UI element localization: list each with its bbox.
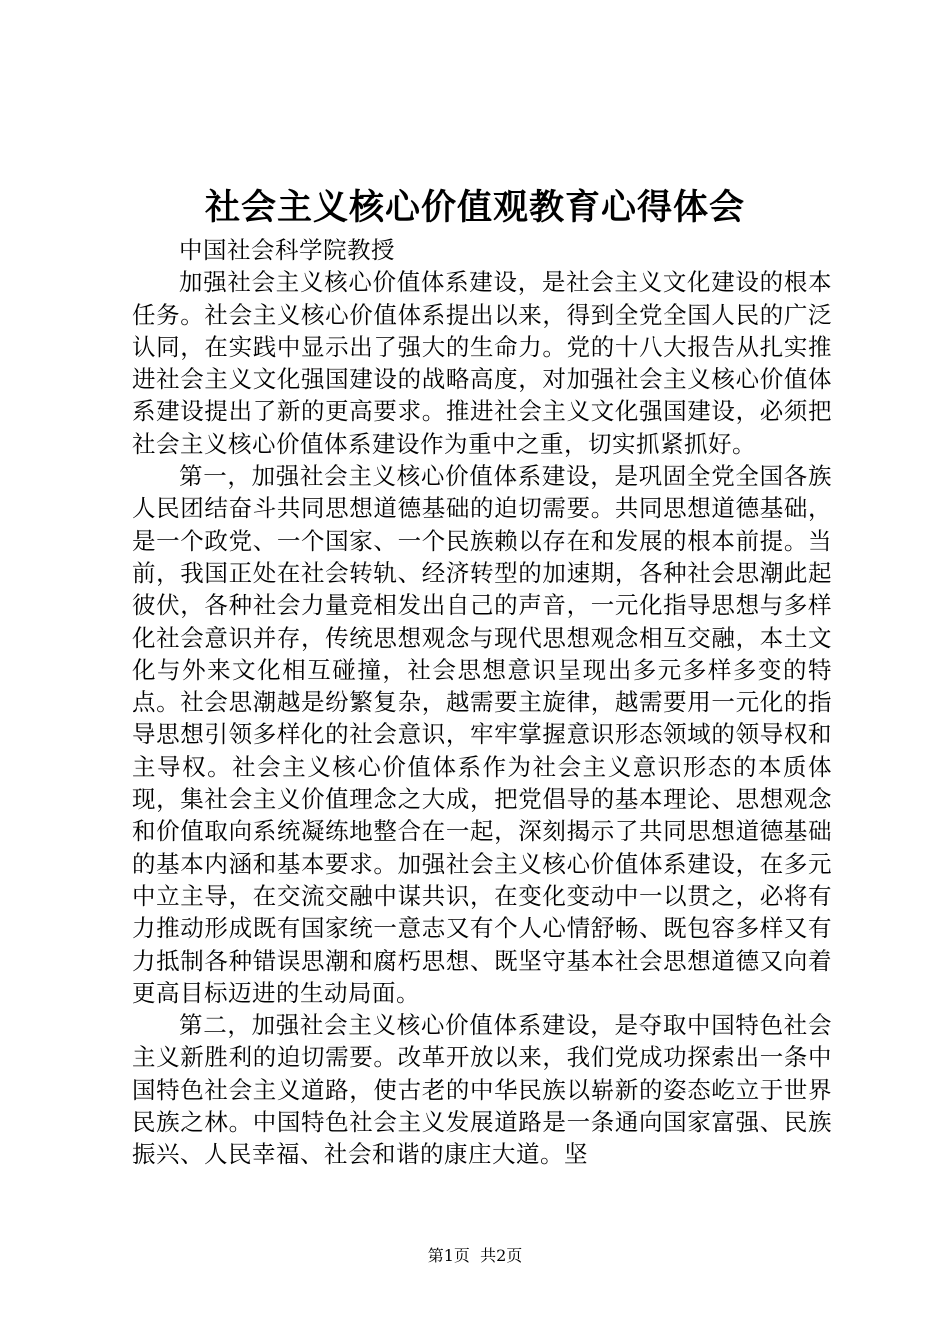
page-number-current: 第1页 bbox=[427, 1246, 470, 1265]
document-title: 社会主义核心价值观教育心得体会 bbox=[204, 187, 745, 228]
page-number-total: 共2页 bbox=[480, 1246, 523, 1265]
paragraph-second: 第二，加强社会主义核心价值体系建设，是夺取中国特色社会主义新胜利的迫切需要。改革开放以来，我们党成功探索出一条中国特色社会主义道路，使古老的中华民族以崭新的姿态屹立于世界民族之林。中国特色社会主义发展道路是一条通向国家富强、民族振兴、人民幸福、社会和谐的康庄大道。坚 bbox=[132, 1011, 832, 1169]
author-line: 中国社会科学院教授 bbox=[179, 236, 395, 264]
document-body bbox=[132, 234, 832, 1171]
page-footer bbox=[0, 1245, 950, 1267]
paragraph-intro: 加强社会主义核心价值体系建设，是社会主义文化建设的根本任务。社会主义核心价值体系提出以来，得到全党全国人民的广泛认同，在实践中显示出了强大的生命力。党的十八大报告从扎实推进社会主义文化强国建设的战略高度，对加强社会主义核心价值体系建设提出了新的更高要求。推进社会主义文化强国建设，必须把社会主义核心价值体系建设作为重中之重，切实抓紧抓好。 bbox=[132, 268, 832, 458]
paragraph-first: 第一，加强社会主义核心价值体系建设，是巩固全党全国各族人民团结奋斗共同思想道德基础的迫切需要。共同思想道德基础，是一个政党、一个国家、一个民族赖以存在和发展的根本前提。当前，我国正处在社会转轨、经济转型的加速期，各种社会思潮此起彼伏，各种社会力量竞相发出自己的声音，一元化指导思想与多样化社会意识并存，传统思想观念与现代思想观念相互交融，本土文化与外来文化相互碰撞，社会思想意识呈现出多元多样多变的特点。社会思潮越是纷繁复杂，越需要主旋律，越需要用一元化的指导思想引领多样化的社会意识，牢牢掌握意识形态领域的领导权和主导权。社会主义核心价值体系作为社会主义意识形态的本质体现，集社会主义价值理念之大成，把党倡导的基本理论、思想观念和价值取向系统凝练地整合在一起，深刻揭示了共同思想道德基础的基本内涵和基本要求。加强社会主义核心价值体系建设，在多元中立主导，在交流交融中谋共识，在变化变动中一以贯之，必将有力推动形成既有国家统一意志又有个人心情舒畅、既包容多样又有力抵制各种错误思潮和腐朽思想、既坚守基本社会思想道德又向着更高目标迈进的生动局面。 bbox=[132, 462, 832, 1007]
